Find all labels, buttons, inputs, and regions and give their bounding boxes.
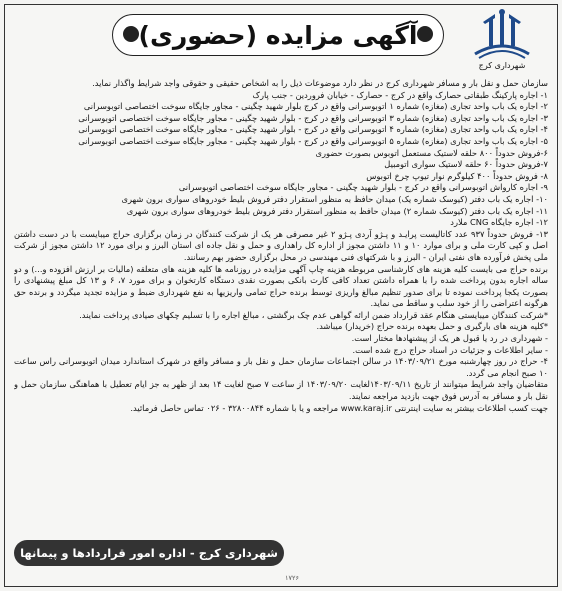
paragraph: ۹- اجاره کارواش اتوبوسرانی واقع در کرج - بلوار شهید چگینی - مجاور جایگاه سوخت اختصاصی اتوبوسرانی [178, 182, 548, 193]
header [6, 6, 556, 74]
paragraph: ۵- اجاره یک باب واحد تجاری (مغازه) شماره ۵ اتوبوسرانی واقع در کرج - بلوار شهید چگینی - مجاور جایگاه سوخت اختصاصی اتوبوسرانی [78, 135, 548, 146]
page-title [112, 14, 444, 56]
paragraph: ۲- اجاره یک باب واحد تجاری (مغازه) شماره ۱ اتوبوسرانی واقع در کرج بلوار شهید چگینی - مجاور جایگاه سوخت اختصاصی اتوبوسرانی [83, 101, 548, 112]
paragraph: ۱۳- فروش حدوداً ۹۳۷ عدد کاتالیست پرایـد و پـژو آردی پـژو ۲ غیر مصرفی هر یک از شرکت کنندگان در زمان برگزاری حراج میبایست با در دست داشتن اصل و کپی کارت ملی و برای موارد ۱۰ و ۱۱ داشتن مجوز از اداره کل راهداری و حمل و نقل جاده ای استان البرز و برای مورد ۱۲ داشتن مجوز از شرکت ملی پخش فرآورده های نفتی ایران - البرز و با شرکتهای فنی مهندسی در محل برگزاری حضور بهم رسانند. [14, 228, 548, 262]
paragraph: سازمان حمل و نقل بار و مسافر شهرداری کرج در نظر دارد موضوعات ذیل را به اشخاص حقیقی و حقوقی واجد شرایط واگذار نماید. [92, 78, 548, 88]
paragraph: *کلیه هزینه های بارگیری و حمل بعهده برنده حراج (خریدار) میباشد. [316, 321, 548, 332]
bullet-icon [417, 26, 433, 42]
paragraph: ۱۲- اجاره جایگاه CNG ملارد [450, 217, 548, 228]
paragraph: - شهرداری در رد یا قبول هر یک از پیشنهادها مختار است. [351, 333, 548, 344]
paragraph: ۴- اجاره یک باب واحد تجاری (مغازه) شماره ۴ اتوبوسرانی واقع در کرج - بلوار شهید چگینی - مجاور جایگاه سوخت اختصاصی اتوبوسرانی [78, 124, 548, 135]
title-text: آگهی مزایده (حضوری) [138, 20, 418, 50]
paragraph: ۴- حراج در روز چهارشنبه مورخ ۱۴۰۳/۰۹/۲۱ در سالن اجتماعات سازمان حمل و نقل بار و مسافر واقع در شهرک استاندارد میدان اتوبوسرانی راس ساعت ۱۰ صبح انجام می گردد. [14, 356, 548, 378]
logo-caption: شهرداری کرج [478, 61, 526, 70]
ad-body [14, 78, 548, 540]
paragraph: ۱- اجاره پارکینگ طبقاتی حصارک واقع در کرج - حصارک - خیابان فروردین - جنب پارک [252, 89, 548, 100]
ad-code: ۱۷۲۶ [285, 574, 299, 582]
paragraph: برنده حراج می بایست کلیه هزینه های کارشناسی مربوطه هزینه چاپ آگهی مزایده در روزنامه ها کلیه هزینه های متعلقه (مالیات بر ارزش افزوده و...) و دو ساله اجاره بدون پرداخت شده را با همراه داشتن تعداد کافی کارت بانکی بصورت نقدی دستگاه کارتخوان و برای مورد ۷، ۶ و ۱۳ کل مبلغ پیشنهادی را بصورت یکجا پرداخت نموده تا برای صدور تنظیم مبالغ واریزی توسط برنده حراج تمامی واریزیها به نفع شهرداری ضبط و مزایده تجدید میگردد و برنده حق هرگونه اعتراضی را از خود سلب و ساقط می نماید. [14, 263, 548, 309]
paragraph: ۷-فروش حدوداً ۶۰ حلقه لاستیک سواری اتومبیل [384, 159, 548, 170]
paragraph: - سایر اطلاعات و جزئیات در اسناد حراج درج شده است. [352, 344, 548, 355]
karaj-municipality-logo [456, 8, 548, 72]
issuer-badge: شهرداری کرج - اداره امور قراردادها و پیمانها [14, 540, 284, 566]
paragraph: ۳- اجاره یک باب واحد تجاری (مغازه) شماره ۳ اتوبوسرانی واقع در کرج - بلوار شهید چگینی - مجاور جایگاه سوخت اختصاصی اتوبوسرانی [78, 112, 548, 123]
paragraph: *شرکت کنندگان میبایستی هنگام عقد قرارداد ضمن ارائه گواهی عدم چک برگشتی ، مبالغ اجاره را با تسلیم چکهای صیادی پرداخت نمایند. [79, 309, 548, 320]
paragraph: متقاضیان واجد شرایط میتوانند از تاریخ ۱۴۰۳/۰۹/۱۱لغایت ۱۴۰۳/۰۹/۲۰ از ساعت ۷ صبح لغایت ۱۴ بعد از ظهر به جز ایام تعطیل با هماهنگی سازمان حمل و نقل بار و مسافر به آدرس فوق جهت بازدید مراجعه نمایند. [14, 379, 548, 402]
paragraph: ۱۱- اجاره یک باب دفتر (کیوسک شماره ۲) میدان حافظ به منظور استقرار دفتر فروش بلیط خودروهای سواری برون شهری [126, 205, 548, 216]
paragraph: جهت کسب اطلاعات بیشتر به سایت اینترنتی www.karaj.ir مراجعه و یا با شماره ۳۲۸۰۰۸۴۴ - ۰۲۶ تماس حاصل فرمائید. [130, 402, 548, 413]
paragraph: ۶-فروش حدوداً ۸۰۰ حلقه لاستیک مستعمل اتوبوس بصورت حضوری [315, 147, 548, 158]
emblem-icon [467, 8, 537, 60]
bullet-icon [123, 26, 139, 42]
paragraph: ۱۰- اجاره یک باب دفتر (کیوسک شماره یک) میدان حافظ به منظور استقرار دفتر فروش بلیط خودروهای سواری برون شهری [121, 193, 548, 204]
paragraph: ۸- فروش حدوداً ۴۰۰ کیلوگرم نوار تیوپ چرخ اتوبوس [366, 170, 548, 181]
